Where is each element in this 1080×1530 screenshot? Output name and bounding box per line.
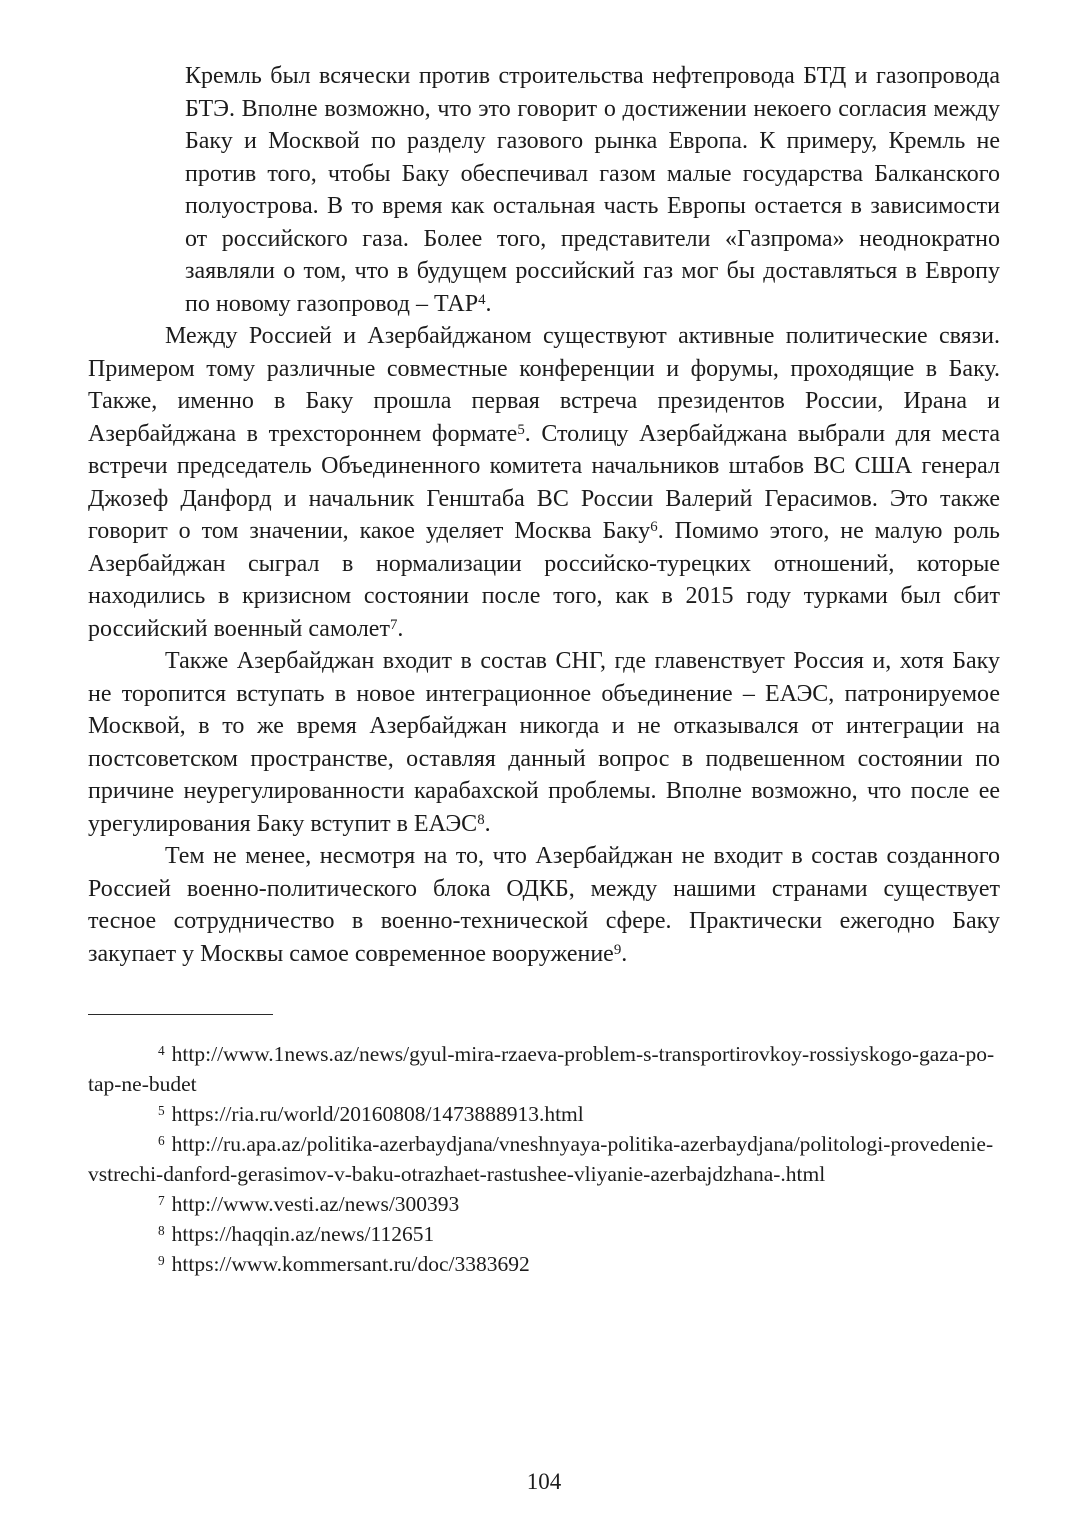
paragraph-text: Тем не менее, несмотря на то, что Азербайджан не входит в состав созданного Россией военно-политического блока ОДКБ, между нашими странами существует тесное сотрудничество в военно-технической сфере. Практически ежегодно Баку закупает у Москвы самое современное вооружение — [88, 843, 1000, 967]
paragraph-text: . — [397, 615, 404, 642]
footnote-separator — [88, 1014, 273, 1015]
footnote-number: 5 — [158, 1103, 165, 1119]
footnote-url: http://ru.apa.az/politika-azerbaydjana/vneshnyaya-politika-azerbaydjana/politologi-provedenie-vstrechi-danford-gerasimov-v-baku-otrazhaet-rastushee-vliyanie-azerbajdzhana-.html — [88, 1132, 994, 1186]
footnote-url: https://ria.ru/world/20160808/1473888913.html — [171, 1102, 584, 1126]
footnote-ref-7: 7 — [389, 616, 398, 633]
footnote-url: https://www.kommersant.ru/doc/3383692 — [171, 1252, 530, 1276]
footnote-6 — [88, 1129, 1000, 1189]
footnote-ref-4: 4 — [478, 291, 486, 308]
footnote-5 — [88, 1099, 1000, 1129]
footnotes-section — [88, 1039, 1000, 1279]
paragraph-text: Также Азербайджан входит в состав СНГ, где главенствует Россия и, хотя Баку не торопится вступать в новое интеграционное объединение – ЕАЭС, патронируемое Москвой, в то же время Азербайджан никогда и не отказывался от интеграции на постсоветском пространстве, оставляя данный вопрос в подвешенном состоянии по причине неурегулированности карабахской проблемы. Вполне возможно, что после ее урегулирования Баку вступит в ЕАЭС — [88, 648, 1000, 837]
footnote-ref-9: 9 — [613, 941, 622, 958]
footnote-ref-6: 6 — [650, 519, 658, 536]
quote-text: Кремль был всячески против строительства нефтепровода БТД и газопровода БТЭ. Вполне возможно, что это говорит о достижении некоего согласия между Баку и Москвой по разделу газового рынка Европа. К примеру, Кремль не против того, чтобы Баку обеспечивал газом малые государства Балканского полуострова. В то время как остальная часть Европы остается в зависимости от российского газа. Более того, представители «Газпрома» неоднократно заявляли о том, что в будущем российский газ мог бы доставляться в Европу по новому газопровод – ТАР — [185, 63, 1000, 317]
footnote-7 — [88, 1189, 1000, 1219]
footnote-8 — [88, 1219, 1000, 1249]
footnote-url: https://haqqin.az/news/112651 — [171, 1222, 435, 1246]
footnote-9 — [88, 1249, 1000, 1279]
paragraph-text: . — [621, 940, 628, 967]
paragraph-text: . Столицу Азербайджана выбрали для места встречи председатель Объединенного комитета начальников штабов ВС США генерал Джозеф Данфорд и начальник Генштаба ВС России Валерий Герасимов. Это также говорит о том значении, какое уделяет Москва Баку — [88, 420, 1000, 544]
footnote-number: 7 — [158, 1193, 165, 1209]
footnote-number: 4 — [158, 1043, 165, 1059]
paragraph-cis-eaeu — [88, 645, 1000, 840]
footnote-url: http://www.1news.az/news/gyul-mira-rzaeva-problem-s-transportirovkoy-rossiyskogo-gaza-po-tap-ne-budet — [88, 1042, 995, 1096]
footnote-number: 9 — [158, 1253, 165, 1269]
paragraph-text: . Помимо этого, не малую роль Азербайджан сыграл в нормализации российско-турецких отношений, которые находились в кризисном состоянии после того, как в 2015 году турками был сбит российский военный самолет — [88, 518, 1000, 642]
quote-paragraph — [185, 60, 1000, 320]
footnote-4 — [88, 1039, 1000, 1099]
paragraph-text: . — [484, 810, 491, 837]
paragraph-text: Между Россией и Азербайджаном существуют активные политические связи. Примером тому различные совместные конференции и форумы, проходящие в Баку. Также, именно в Баку прошла первая встреча президентов России, Ирана и Азербайджана в трехстороннем формате — [88, 323, 1000, 447]
page-number: 104 — [526, 1469, 562, 1494]
footnote-ref-8: 8 — [477, 811, 485, 828]
footnote-ref-5: 5 — [517, 421, 525, 438]
quote-text-end: . — [485, 290, 492, 317]
footnote-url: http://www.vesti.az/news/300393 — [171, 1192, 460, 1216]
footnote-number: 8 — [158, 1223, 165, 1239]
paragraph-military-cooperation — [88, 840, 1000, 970]
paragraph-political-ties — [88, 320, 1000, 645]
footnote-number: 6 — [158, 1133, 165, 1149]
